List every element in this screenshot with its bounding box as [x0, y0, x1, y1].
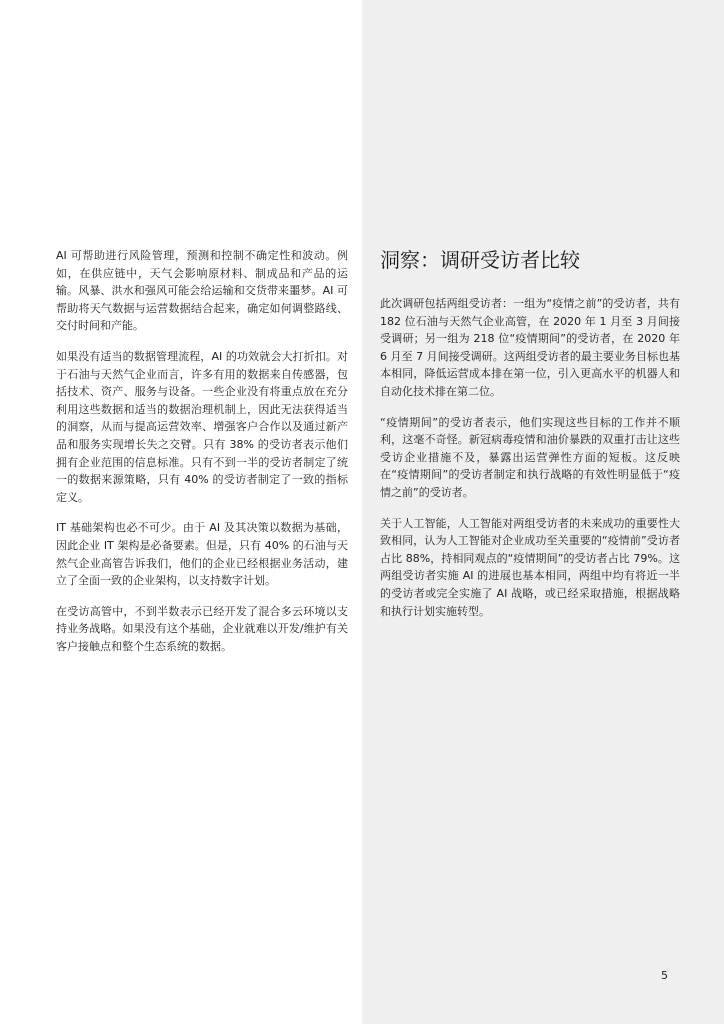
left-paragraph-3: IT 基础架构也必不可少。由于 AI 及其决策以数据为基础，因此企业 IT 架构是必备要素。但是，只有 40% 的石油与天然气企业高管告诉我们，他们的企业已经根据业务活动，建立了全面一致的企业架构，以支持数字计划。: [56, 521, 348, 588]
right-paragraph-1: 此次调研包括两组受访者：一组为“疫情之前”的受访者，共有 182 位石油与天然气企业高管，在 2020 年 1 月至 3 月间接受调研；另一组为 218 位“疫情期间”的受访者，在 2020 年 6 月至 7 月间接受调研。这两组受访者的最主要业务目标也基本相同，降低运营成本排在第一位，引入更高水平的机器人和自动化技术排在第二位。: [380, 297, 680, 398]
left-column: [56, 247, 348, 668]
left-paragraph-4: 在受访高管中，不到半数表示已经开发了混合多云环境以支持业务战略。如果没有这个基础，企业就难以开发/维护有关客户接触点和整个生态系统的数据。: [56, 604, 348, 653]
right-paragraph-2: “疫情期间”的受访者表示，他们实现这些目标的工作并不顺利，这毫不奇怪。新冠病毒疫情和油价暴跌的双重打击让这些受访企业措施不及，暴露出运营弹性方面的短板。这反映在“疫情期间”的受访者制定和执行战略的有效性明显低于“疫情之前”的受访者。: [380, 415, 680, 499]
right-paragraph-3: 关于人工智能，人工智能对两组受访者的未来成功的重要性大致相同，认为人工智能对企业成功至关重要的“疫情前”受访者占比 88%，持相同观点的“疫情期间”的受访者占比 79%。这两组受访者实施 AI 的进展也基本相同，两组中均有将近一半的受访者或完全实施了 AI 战略，或已经采取措施，根据战略和执行计划实施转型。: [380, 516, 680, 618]
left-paragraph-1: AI 可帮助进行风险管理，预测和控制不确定性和波动。例如，在供应链中，天气会影响原材料、制成品和产品的运输。风暴、洪水和强风可能会给运输和交货带来噩梦。AI 可帮助将天气数据与运营数据结合起来，确定如何调整路线、交付时间和产能。: [56, 249, 348, 333]
insight-heading: 洞察：调研受访者比较: [380, 248, 580, 272]
left-paragraph-2: 如果没有适当的数据管理流程，AI 的功效就会大打折扣。对于石油与天然气企业而言，许多有用的数据来自传感器，包括技术、资产、服务与设备。一些企业没有将重点放在充分利用这些数据和适当的数据治理机制上，因此无法获得适当的洞察，从而与提高运营效率、增强客户合作以及通过新产品和服务实现增长失之交臂。只有 38% 的受访者表示他们拥有企业范围的信息标准。只有不到一半的受访者制定了统一的数据来源策略，只有 40% 的受访者制定了一致的指标定义。: [56, 349, 348, 504]
right-column: [380, 247, 680, 633]
page-number: 5: [661, 969, 668, 982]
